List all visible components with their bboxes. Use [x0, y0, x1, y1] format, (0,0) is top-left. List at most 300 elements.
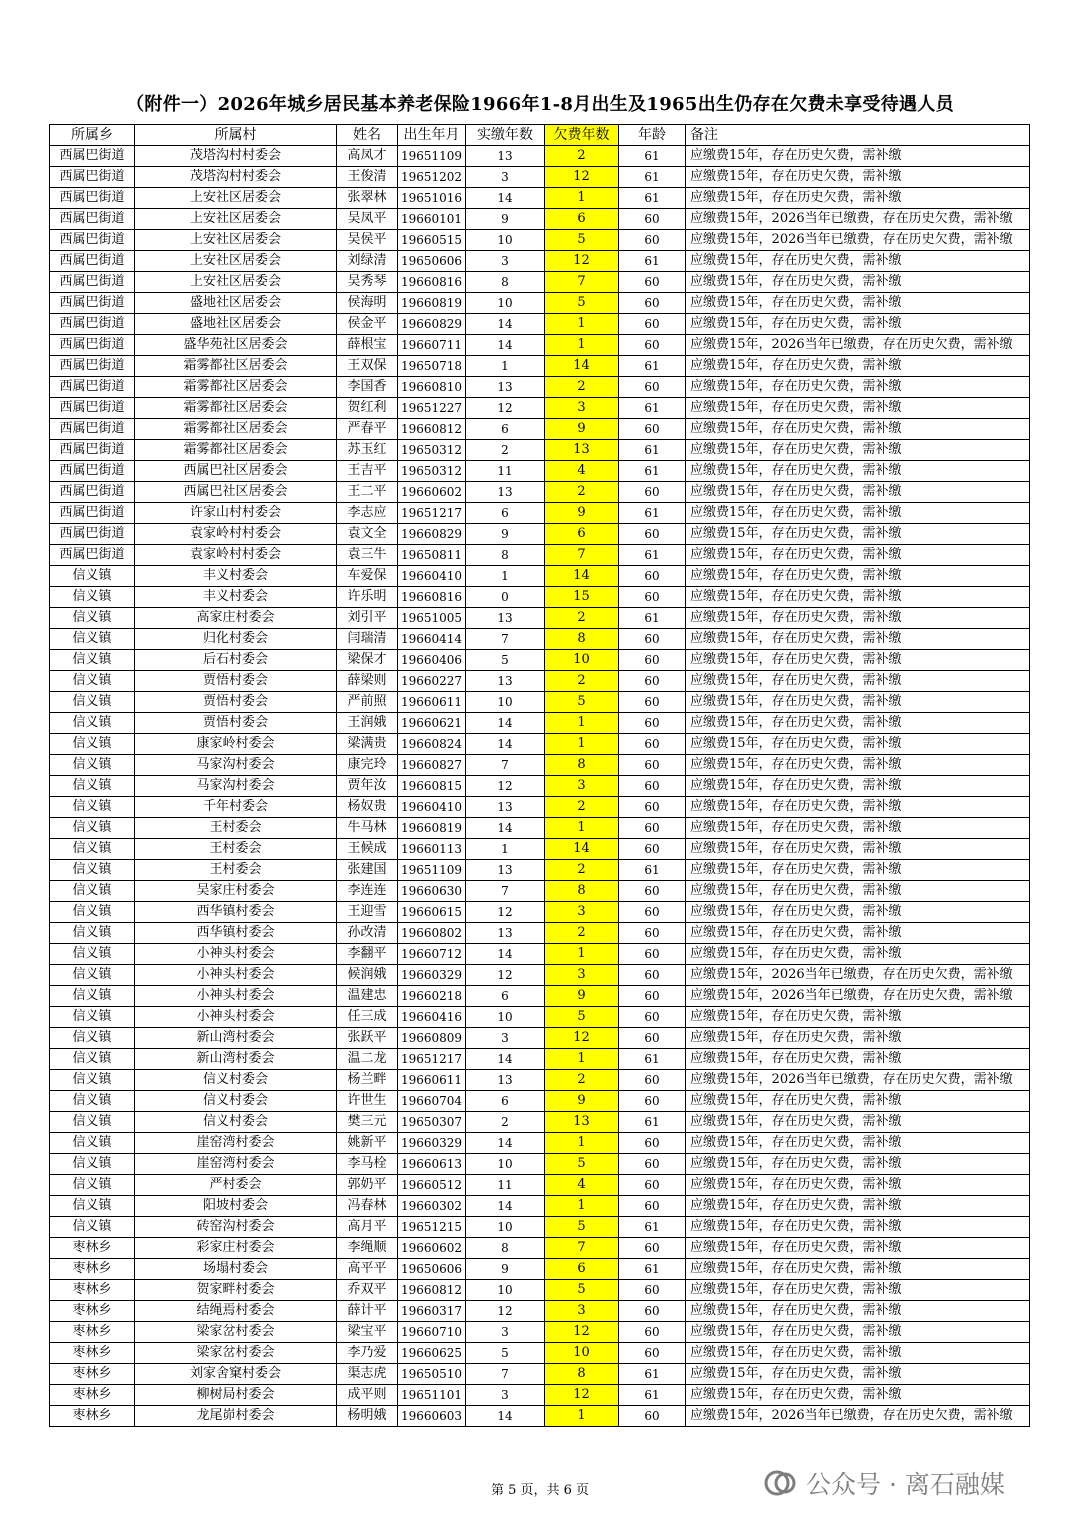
township-cell: 信义镇: [50, 1070, 135, 1091]
paid-years-cell: 8: [466, 272, 545, 293]
name-cell: 梁保才: [337, 650, 398, 671]
village-cell: 霜雾都社区居委会: [135, 398, 337, 419]
township-cell: 信义镇: [50, 1133, 135, 1154]
table-row: [50, 650, 1030, 671]
owed-years-cell: 8: [545, 755, 619, 776]
age-cell: 60: [619, 377, 686, 398]
owed-years-cell: 5: [545, 293, 619, 314]
remark-cell: 应缴费15年，存在历史欠费，需补缴: [686, 1364, 1030, 1385]
name-cell: 渠志虎: [337, 1364, 398, 1385]
birth-cell: 19660410: [398, 797, 466, 818]
paid-years-cell: 14: [466, 1196, 545, 1217]
remark-cell: 应缴费15年，存在历史欠费，需补缴: [686, 1028, 1030, 1049]
birth-cell: 19660621: [398, 713, 466, 734]
owed-years-cell: 1: [545, 944, 619, 965]
paid-years-cell: 7: [466, 1364, 545, 1385]
table-row: [50, 209, 1030, 230]
remark-cell: 应缴费15年，存在历史欠费，需补缴: [686, 1217, 1030, 1238]
township-cell: 信义镇: [50, 713, 135, 734]
paid-years-cell: 12: [466, 1301, 545, 1322]
birth-cell: 19660816: [398, 272, 466, 293]
birth-cell: 19651016: [398, 188, 466, 209]
owed-years-cell: 6: [545, 1259, 619, 1280]
village-cell: 场塌村委会: [135, 1259, 337, 1280]
name-cell: 李绳顺: [337, 1238, 398, 1259]
remark-cell: 应缴费15年，存在历史欠费，需补缴: [686, 377, 1030, 398]
name-cell: 袁文全: [337, 524, 398, 545]
age-cell: 60: [619, 692, 686, 713]
table-row: [50, 881, 1030, 902]
name-cell: 李连连: [337, 881, 398, 902]
paid-years-cell: 8: [466, 545, 545, 566]
table-row: [50, 1028, 1030, 1049]
age-cell: 60: [619, 944, 686, 965]
name-cell: 成平则: [337, 1385, 398, 1406]
village-cell: 严村委会: [135, 1175, 337, 1196]
township-cell: 信义镇: [50, 1112, 135, 1133]
village-cell: 盛地社区居委会: [135, 293, 337, 314]
paid-years-cell: 9: [466, 524, 545, 545]
township-cell: 西属巴街道: [50, 377, 135, 398]
name-cell: 薛计平: [337, 1301, 398, 1322]
township-cell: 西属巴街道: [50, 272, 135, 293]
paid-years-cell: 10: [466, 692, 545, 713]
paid-years-cell: 7: [466, 629, 545, 650]
remark-cell: 应缴费15年，2026当年已缴费，存在历史欠费，需补缴: [686, 986, 1030, 1007]
name-cell: 温二龙: [337, 1049, 398, 1070]
table-row: [50, 1196, 1030, 1217]
table-row: [50, 734, 1030, 755]
table-row: [50, 1070, 1030, 1091]
age-cell: 61: [619, 461, 686, 482]
remark-cell: 应缴费15年，存在历史欠费，需补缴: [686, 587, 1030, 608]
owed-years-cell: 2: [545, 146, 619, 167]
village-cell: 彩家庄村委会: [135, 1238, 337, 1259]
col-header-township: 所属乡: [50, 125, 135, 146]
birth-cell: 19660802: [398, 923, 466, 944]
birth-cell: 19651217: [398, 1049, 466, 1070]
owed-years-cell: 6: [545, 524, 619, 545]
table-row: [50, 965, 1030, 986]
birth-cell: 19660810: [398, 377, 466, 398]
birth-cell: 19651217: [398, 503, 466, 524]
owed-years-cell: 14: [545, 356, 619, 377]
birth-cell: 19660329: [398, 965, 466, 986]
birth-cell: 19660819: [398, 818, 466, 839]
birth-cell: 19651202: [398, 167, 466, 188]
owed-years-cell: 2: [545, 608, 619, 629]
owed-years-cell: 3: [545, 902, 619, 923]
township-cell: 西属巴街道: [50, 482, 135, 503]
remark-cell: 应缴费15年，存在历史欠费，需补缴: [686, 755, 1030, 776]
table-row: [50, 1049, 1030, 1070]
village-cell: 结绳焉村委会: [135, 1301, 337, 1322]
birth-cell: 19660710: [398, 1322, 466, 1343]
village-cell: 砖窑沟村委会: [135, 1217, 337, 1238]
birth-cell: 19660613: [398, 1154, 466, 1175]
owed-years-cell: 9: [545, 503, 619, 524]
age-cell: 60: [619, 839, 686, 860]
name-cell: 苏玉红: [337, 440, 398, 461]
township-cell: 枣林乡: [50, 1322, 135, 1343]
name-cell: 李国香: [337, 377, 398, 398]
remark-cell: 应缴费15年，存在历史欠费，需补缴: [686, 293, 1030, 314]
paid-years-cell: 14: [466, 944, 545, 965]
name-cell: 温建忠: [337, 986, 398, 1007]
owed-years-cell: 1: [545, 188, 619, 209]
remark-cell: 应缴费15年，存在历史欠费，需补缴: [686, 650, 1030, 671]
village-cell: 小神头村委会: [135, 965, 337, 986]
birth-cell: 19660812: [398, 419, 466, 440]
village-cell: 刘家舍窠村委会: [135, 1364, 337, 1385]
owed-years-cell: 4: [545, 1175, 619, 1196]
wechat-official-account-icon: [762, 1468, 798, 1498]
township-cell: 西属巴街道: [50, 335, 135, 356]
table-row: [50, 713, 1030, 734]
name-cell: 高月平: [337, 1217, 398, 1238]
table-row: [50, 482, 1030, 503]
table-row: [50, 230, 1030, 251]
paid-years-cell: 6: [466, 1091, 545, 1112]
age-cell: 60: [619, 1028, 686, 1049]
name-cell: 王俊清: [337, 167, 398, 188]
age-cell: 61: [619, 146, 686, 167]
name-cell: 李志应: [337, 503, 398, 524]
birth-cell: 19651109: [398, 146, 466, 167]
name-cell: 薛根宝: [337, 335, 398, 356]
remark-cell: 应缴费15年，存在历史欠费，需补缴: [686, 188, 1030, 209]
township-cell: 西属巴街道: [50, 209, 135, 230]
paid-years-cell: 13: [466, 482, 545, 503]
township-cell: 信义镇: [50, 965, 135, 986]
owed-years-cell: 7: [545, 545, 619, 566]
township-cell: 枣林乡: [50, 1238, 135, 1259]
paid-years-cell: 6: [466, 503, 545, 524]
age-cell: 60: [619, 1343, 686, 1364]
birth-cell: 19650307: [398, 1112, 466, 1133]
birth-cell: 19660819: [398, 293, 466, 314]
township-cell: 西属巴街道: [50, 314, 135, 335]
table-row: [50, 1112, 1030, 1133]
name-cell: 康完玲: [337, 755, 398, 776]
birth-cell: 19651005: [398, 608, 466, 629]
age-cell: 60: [619, 902, 686, 923]
birth-cell: 19660829: [398, 314, 466, 335]
owed-years-cell: 1: [545, 314, 619, 335]
owed-years-cell: 2: [545, 860, 619, 881]
remark-cell: 应缴费15年，存在历史欠费，需补缴: [686, 482, 1030, 503]
village-cell: 丰义村委会: [135, 587, 337, 608]
township-cell: 西属巴街道: [50, 524, 135, 545]
owed-years-cell: 4: [545, 461, 619, 482]
name-cell: 候润娥: [337, 965, 398, 986]
age-cell: 60: [619, 881, 686, 902]
age-cell: 60: [619, 629, 686, 650]
name-cell: 王二平: [337, 482, 398, 503]
owed-years-cell: 9: [545, 419, 619, 440]
paid-years-cell: 5: [466, 1343, 545, 1364]
name-cell: 牛马林: [337, 818, 398, 839]
remark-cell: 应缴费15年，存在历史欠费，需补缴: [686, 692, 1030, 713]
village-cell: 小神头村委会: [135, 944, 337, 965]
paid-years-cell: 13: [466, 671, 545, 692]
birth-cell: 19660630: [398, 881, 466, 902]
name-cell: 王吉平: [337, 461, 398, 482]
owed-years-cell: 1: [545, 1406, 619, 1427]
table-row: [50, 755, 1030, 776]
age-cell: 60: [619, 524, 686, 545]
table-row: [50, 902, 1030, 923]
paid-years-cell: 10: [466, 1280, 545, 1301]
remark-cell: 应缴费15年，2026当年已缴费，存在历史欠费，需补缴: [686, 230, 1030, 251]
township-cell: 枣林乡: [50, 1385, 135, 1406]
birth-cell: 19660113: [398, 839, 466, 860]
village-cell: 上安社区居委会: [135, 230, 337, 251]
name-cell: 袁三牛: [337, 545, 398, 566]
village-cell: 西属巴社区居委会: [135, 461, 337, 482]
birth-cell: 19660712: [398, 944, 466, 965]
owed-years-cell: 2: [545, 671, 619, 692]
village-cell: 归化村委会: [135, 629, 337, 650]
owed-years-cell: 9: [545, 986, 619, 1007]
village-cell: 上安社区居委会: [135, 188, 337, 209]
age-cell: 60: [619, 818, 686, 839]
age-cell: 61: [619, 860, 686, 881]
table-row: [50, 1238, 1030, 1259]
birth-cell: 19660416: [398, 1007, 466, 1028]
township-cell: 西属巴街道: [50, 545, 135, 566]
table-row: [50, 1343, 1030, 1364]
village-cell: 崖窑湾村委会: [135, 1154, 337, 1175]
township-cell: 信义镇: [50, 1007, 135, 1028]
table-row: [50, 1364, 1030, 1385]
table-row: [50, 146, 1030, 167]
table-row: [50, 1217, 1030, 1238]
township-cell: 信义镇: [50, 671, 135, 692]
remark-cell: 应缴费15年，存在历史欠费，需补缴: [686, 1007, 1030, 1028]
watermark: [762, 1463, 1005, 1503]
remark-cell: 应缴费15年，存在历史欠费，需补缴: [686, 1112, 1030, 1133]
owed-years-cell: 3: [545, 965, 619, 986]
paid-years-cell: 13: [466, 923, 545, 944]
owed-years-cell: 1: [545, 335, 619, 356]
age-cell: 60: [619, 419, 686, 440]
township-cell: 信义镇: [50, 881, 135, 902]
name-cell: 梁宝平: [337, 1322, 398, 1343]
remark-cell: 应缴费15年，存在历史欠费，需补缴: [686, 1049, 1030, 1070]
village-cell: 上安社区居委会: [135, 209, 337, 230]
village-cell: 梁家岔村委会: [135, 1343, 337, 1364]
township-cell: 枣林乡: [50, 1259, 135, 1280]
table-row: [50, 860, 1030, 881]
col-header-remark: 备注: [686, 125, 1030, 146]
name-cell: 任三成: [337, 1007, 398, 1028]
township-cell: 信义镇: [50, 1049, 135, 1070]
paid-years-cell: 3: [466, 1385, 545, 1406]
birth-cell: 19660101: [398, 209, 466, 230]
name-cell: 车爱保: [337, 566, 398, 587]
table-row: [50, 356, 1030, 377]
paid-years-cell: 7: [466, 881, 545, 902]
paid-years-cell: 13: [466, 146, 545, 167]
remark-cell: 应缴费15年，存在历史欠费，需补缴: [686, 272, 1030, 293]
remark-cell: 应缴费15年，存在历史欠费，需补缴: [686, 461, 1030, 482]
table-row: [50, 419, 1030, 440]
owed-years-cell: 5: [545, 1154, 619, 1175]
owed-years-cell: 9: [545, 1091, 619, 1112]
age-cell: 60: [619, 671, 686, 692]
remark-cell: 应缴费15年，存在历史欠费，需补缴: [686, 1322, 1030, 1343]
paid-years-cell: 11: [466, 1175, 545, 1196]
township-cell: 信义镇: [50, 566, 135, 587]
remark-cell: 应缴费15年，2026当年已缴费，存在历史欠费，需补缴: [686, 1406, 1030, 1427]
age-cell: 60: [619, 1196, 686, 1217]
birth-cell: 19650718: [398, 356, 466, 377]
remark-cell: 应缴费15年，存在历史欠费，需补缴: [686, 1238, 1030, 1259]
township-cell: 信义镇: [50, 818, 135, 839]
remark-cell: 应缴费15年，存在历史欠费，需补缴: [686, 839, 1030, 860]
owed-years-cell: 2: [545, 1070, 619, 1091]
table-row: [50, 293, 1030, 314]
age-cell: 60: [619, 209, 686, 230]
name-cell: 吴凤平: [337, 209, 398, 230]
paid-years-cell: 10: [466, 1217, 545, 1238]
age-cell: 61: [619, 356, 686, 377]
township-cell: 信义镇: [50, 608, 135, 629]
owed-years-cell: 3: [545, 776, 619, 797]
table-row: [50, 503, 1030, 524]
table-header-row: [50, 125, 1030, 146]
table-row: [50, 671, 1030, 692]
village-cell: 袁家岭村村委会: [135, 545, 337, 566]
birth-cell: 19650312: [398, 461, 466, 482]
paid-years-cell: 13: [466, 797, 545, 818]
paid-years-cell: 2: [466, 440, 545, 461]
name-cell: 李乃爱: [337, 1343, 398, 1364]
village-cell: 信义村委会: [135, 1070, 337, 1091]
age-cell: 60: [619, 566, 686, 587]
paid-years-cell: 14: [466, 734, 545, 755]
paid-years-cell: 1: [466, 566, 545, 587]
village-cell: 高家庄村委会: [135, 608, 337, 629]
table-row: [50, 398, 1030, 419]
village-cell: 信义村委会: [135, 1091, 337, 1112]
table-row: [50, 587, 1030, 608]
birth-cell: 19660227: [398, 671, 466, 692]
table-row: [50, 1154, 1030, 1175]
name-cell: 王候成: [337, 839, 398, 860]
paid-years-cell: 3: [466, 167, 545, 188]
owed-years-cell: 1: [545, 1049, 619, 1070]
village-cell: 盛地社区居委会: [135, 314, 337, 335]
township-cell: 西属巴街道: [50, 440, 135, 461]
name-cell: 侯金平: [337, 314, 398, 335]
col-header-birth: 出生年月: [398, 125, 466, 146]
paid-years-cell: 14: [466, 188, 545, 209]
village-cell: 新山湾村委会: [135, 1049, 337, 1070]
owed-years-cell: 8: [545, 629, 619, 650]
paid-years-cell: 14: [466, 713, 545, 734]
paid-years-cell: 13: [466, 1070, 545, 1091]
name-cell: 冯春林: [337, 1196, 398, 1217]
remark-cell: 应缴费15年，存在历史欠费，需补缴: [686, 1154, 1030, 1175]
birth-cell: 19651101: [398, 1385, 466, 1406]
age-cell: 61: [619, 503, 686, 524]
remark-cell: 应缴费15年，存在历史欠费，需补缴: [686, 503, 1030, 524]
table-row: [50, 545, 1030, 566]
paid-years-cell: 10: [466, 293, 545, 314]
township-cell: 信义镇: [50, 986, 135, 1007]
birth-cell: 19650606: [398, 251, 466, 272]
owed-years-cell: 1: [545, 818, 619, 839]
paid-years-cell: 11: [466, 461, 545, 482]
remark-cell: 应缴费15年，存在历史欠费，需补缴: [686, 440, 1030, 461]
age-cell: 60: [619, 1238, 686, 1259]
township-cell: 西属巴街道: [50, 293, 135, 314]
paid-years-cell: 8: [466, 1238, 545, 1259]
age-cell: 60: [619, 923, 686, 944]
village-cell: 西华镇村委会: [135, 902, 337, 923]
col-header-paid-years: 实缴年数: [466, 125, 545, 146]
remark-cell: 应缴费15年，存在历史欠费，需补缴: [686, 1259, 1030, 1280]
township-cell: 西属巴街道: [50, 146, 135, 167]
township-cell: 西属巴街道: [50, 167, 135, 188]
age-cell: 61: [619, 608, 686, 629]
age-cell: 61: [619, 1259, 686, 1280]
owed-years-cell: 2: [545, 797, 619, 818]
remark-cell: 应缴费15年，存在历史欠费，需补缴: [686, 398, 1030, 419]
table-row: [50, 1091, 1030, 1112]
name-cell: 张建国: [337, 860, 398, 881]
birth-cell: 19660218: [398, 986, 466, 1007]
paid-years-cell: 12: [466, 965, 545, 986]
birth-cell: 19660603: [398, 1406, 466, 1427]
table-row: [50, 272, 1030, 293]
table-row: [50, 1406, 1030, 1427]
age-cell: 61: [619, 1112, 686, 1133]
village-cell: 柳树局村委会: [135, 1385, 337, 1406]
owed-years-cell: 12: [545, 1028, 619, 1049]
village-cell: 王村委会: [135, 860, 337, 881]
village-cell: 盛华苑社区居委会: [135, 335, 337, 356]
name-cell: 王迎雪: [337, 902, 398, 923]
paid-years-cell: 3: [466, 1322, 545, 1343]
township-cell: 信义镇: [50, 944, 135, 965]
birth-cell: 19660711: [398, 335, 466, 356]
birth-cell: 19650312: [398, 440, 466, 461]
watermark-text: 公众号 · 离石融媒: [806, 1470, 1005, 1499]
age-cell: 60: [619, 335, 686, 356]
township-cell: 信义镇: [50, 1196, 135, 1217]
village-cell: 贾悟村委会: [135, 671, 337, 692]
age-cell: 60: [619, 482, 686, 503]
name-cell: 张翠林: [337, 188, 398, 209]
owed-years-cell: 12: [545, 167, 619, 188]
owed-years-cell: 5: [545, 1280, 619, 1301]
township-cell: 信义镇: [50, 587, 135, 608]
remark-cell: 应缴费15年，存在历史欠费，需补缴: [686, 167, 1030, 188]
birth-cell: 19660406: [398, 650, 466, 671]
name-cell: 张跃平: [337, 1028, 398, 1049]
age-cell: 60: [619, 587, 686, 608]
township-cell: 信义镇: [50, 755, 135, 776]
remark-cell: 应缴费15年，存在历史欠费，需补缴: [686, 1175, 1030, 1196]
township-cell: 西属巴街道: [50, 356, 135, 377]
birth-cell: 19660704: [398, 1091, 466, 1112]
township-cell: 信义镇: [50, 1091, 135, 1112]
age-cell: 60: [619, 272, 686, 293]
name-cell: 侯海明: [337, 293, 398, 314]
